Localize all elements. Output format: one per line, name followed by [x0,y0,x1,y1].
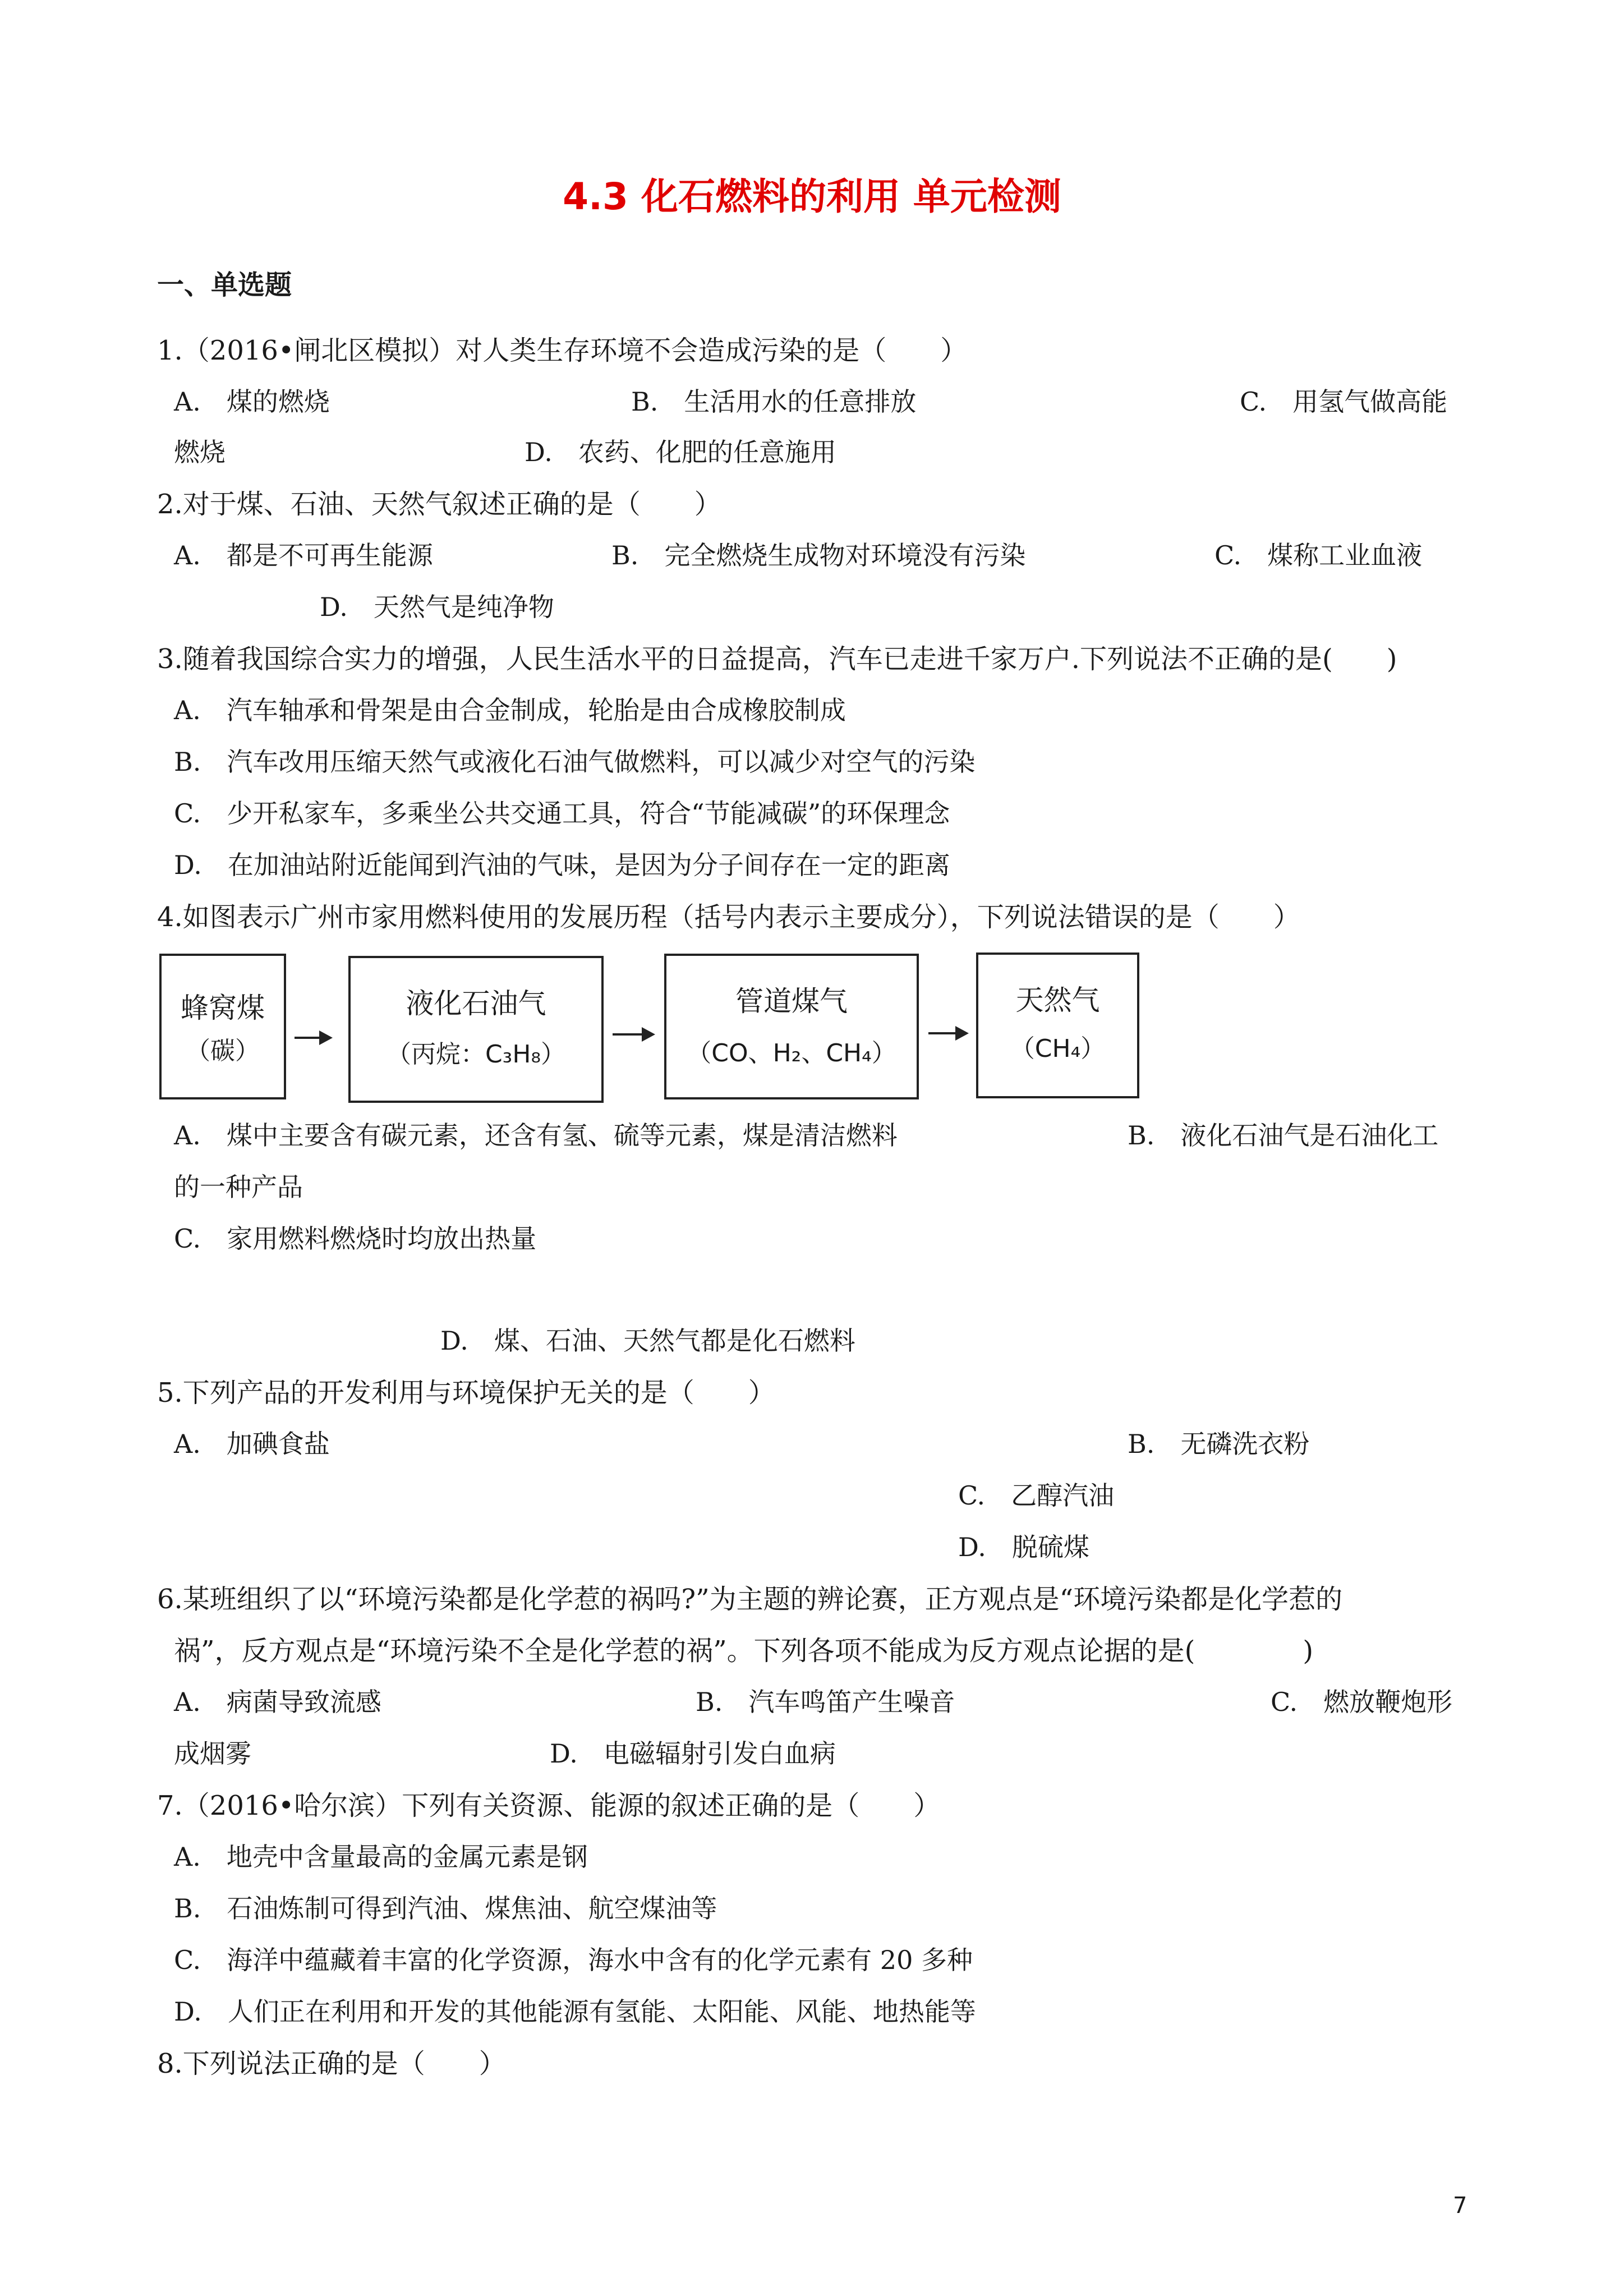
page-title: 4.3 化石燃料的利用 单元检测 [563,175,1061,218]
q3-stem: 3.随着我国综合实力的增强，人民生活水平的日益提高，汽车已走进千家万户.下列说法不正确的是( ) [157,643,1397,675]
q6-stem: 6.某班组织了以“环境污染都是化学惹的祸吗?”为主题的辨论赛，正方观点是“环境污染都是化学惹的 [157,1584,1343,1615]
q5-option-d: D. 脱硫煤 [958,1532,1089,1562]
arrow-right-icon [928,1032,967,1034]
page-number: 7 [1453,2193,1467,2219]
q1-option-b: B. 生活用水的任意排放 [631,386,917,417]
arrow-right-icon [613,1033,653,1036]
q7-option-b: B. 石油炼制可得到汽油、煤焦油、航空煤油等 [174,1893,717,1924]
flow-box-sub-label: （CO、H₂、CH₄） [687,1039,896,1068]
q6-option-a: A. 病菌导致流感 [174,1687,381,1717]
q1-option-c-continued: 燃烧 [174,437,226,467]
flow-box-pipeline-gas [664,954,919,1099]
q3-option-c: C. 少开私家车，多乘坐公共交通工具，符合“节能减碳”的环保理念 [174,798,950,829]
q6-stem-continued: 祸”，反方观点是“环境污染不全是化学惹的祸”。下列各项不能成为反方观点论据的是( ) [174,1635,1314,1667]
q5-option-b: B. 无磷洗衣粉 [1128,1429,1310,1459]
flow-box-main-label: 蜂窝煤 [181,992,265,1024]
q3-option-d: D. 在加油站附近能闻到汽油的气味，是因为分子间存在一定的距离 [174,850,950,880]
q4-stem: 4.如图表示广州市家用燃料使用的发展历程（括号内表示主要成分），下列说法错误的是（ ） [157,901,1300,933]
q7-stem: 7.（2016•哈尔滨）下列有关资源、能源的叙述正确的是（ ） [157,1790,941,1821]
flow-box-main-label: 天然气 [1015,984,1100,1016]
q5-option-a: A. 加碘食盐 [174,1429,330,1459]
flow-box-honeycomb-coal [159,954,286,1099]
q1-stem: 1.（2016•闸北区模拟）对人类生存环境不会造成污染的是（ ） [157,335,968,366]
flow-box-main-label: 液化石油气 [406,987,546,1020]
q5-stem: 5.下列产品的开发利用与环境保护无关的是（ ） [157,1377,775,1409]
q3-option-a: A. 汽车轴承和骨架是由合金制成，轮胎是由合成橡胶制成 [174,695,846,725]
q6-option-b: B. 汽车鸣笛产生噪音 [696,1687,955,1717]
q8-stem: 8.下列说法正确的是（ ） [157,2048,506,2079]
q4-option-b-continued: 的一种产品 [174,1172,303,1202]
q4-option-c: C. 家用燃料燃烧时均放出热量 [174,1223,537,1254]
q6-option-d: D. 电磁辐射引发白血病 [550,1738,836,1769]
q6-option-c: C. 燃放鞭炮形 [1271,1687,1453,1717]
q2-option-d: D. 天然气是纯净物 [320,592,554,622]
flow-box-natural-gas [976,953,1139,1098]
q2-option-b: B. 完全燃烧生成物对环境没有污染 [611,540,1026,570]
q4-option-b: B. 液化石油气是石油化工 [1128,1120,1439,1151]
q2-stem: 2.对于煤、石油、天然气叙述正确的是（ ） [157,489,721,520]
q1-option-d: D. 农药、化肥的任意施用 [525,437,836,467]
section-heading: 一、单选题 [157,269,292,301]
flow-box-sub-label: （碳） [186,1037,260,1065]
q1-option-c: C. 用氢气做高能 [1240,386,1448,417]
q1-option-a: A. 煤的燃烧 [174,386,330,417]
q4-option-a: A. 煤中主要含有碳元素，还含有氢、硫等元素，煤是清洁燃料 [174,1120,898,1151]
flow-box-lpg [348,956,604,1103]
flow-box-main-label: 管道煤气 [735,985,848,1018]
q6-option-c-continued: 成烟雾 [174,1738,251,1769]
arrow-right-icon [295,1037,330,1039]
q2-option-a: A. 都是不可再生能源 [174,540,433,570]
q7-option-c: C. 海洋中蕴藏着丰富的化学资源，海水中含有的化学元素有 20 多种 [174,1945,973,1975]
q5-option-c: C. 乙醇汽油 [958,1480,1115,1511]
flow-box-sub-label: （丙烷：C₃H₈） [386,1040,566,1069]
q7-option-d: D. 人们正在利用和开发的其他能源有氢能、太阳能、风能、地热能等 [174,1996,976,2027]
q2-option-c: C. 煤称工业血液 [1214,540,1423,570]
q3-option-b: B. 汽车改用压缩天然气或液化石油气做燃料，可以减少对空气的污染 [174,747,976,777]
q4-option-d: D. 煤、石油、天然气都是化石燃料 [440,1326,855,1356]
q7-option-a: A. 地壳中含量最高的金属元素是钢 [174,1842,588,1872]
flow-box-sub-label: （CH₄） [1010,1034,1106,1063]
